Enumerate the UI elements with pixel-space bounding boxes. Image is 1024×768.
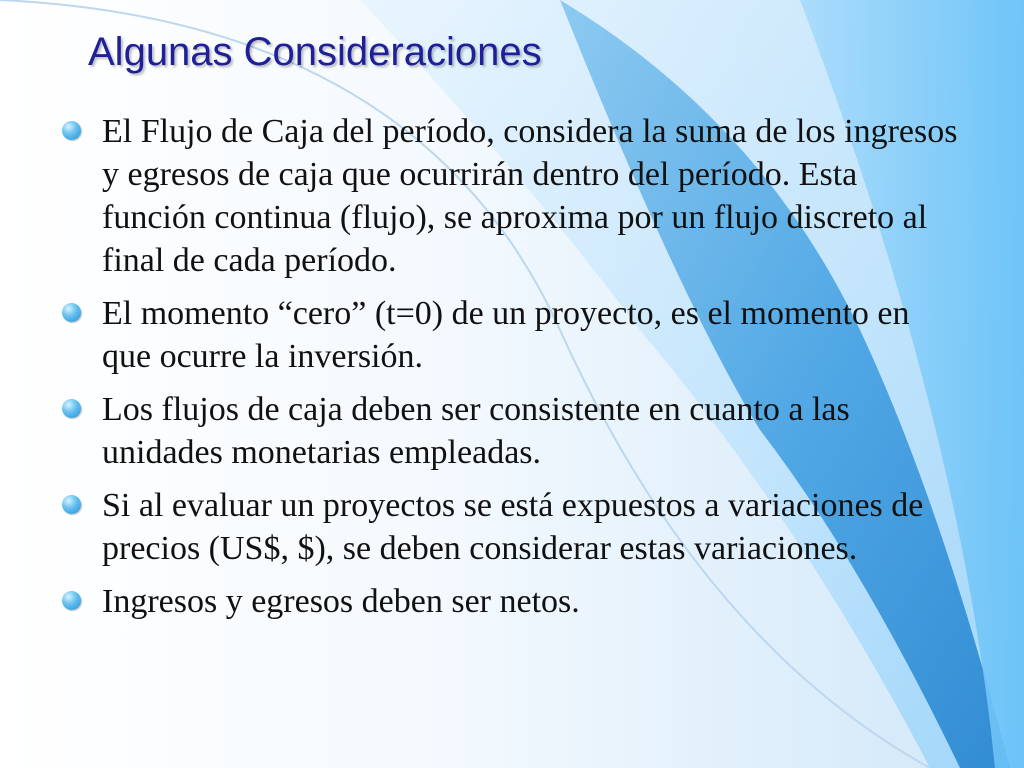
bullet-icon	[62, 591, 81, 610]
bullet-icon	[62, 399, 81, 418]
slide-title: Algunas Consideraciones	[88, 30, 542, 74]
bullet-item	[62, 110, 962, 282]
bullet-text: Ingresos y egresos deben ser netos.	[102, 583, 580, 620]
bullet-icon	[62, 303, 81, 322]
bullet-text: El momento “cero” (t=0) de un proyecto, es el momento en que ocurre la inversión.	[102, 295, 910, 375]
bullet-item	[62, 388, 962, 474]
bullet-text: El Flujo de Caja del período, considera la suma de los ingresos y egresos de caja que ocurrirán dentro del período. Esta función continua (flujo), se aproxima por un flujo discreto al final de cada período.	[102, 113, 958, 279]
bullet-icon	[62, 495, 81, 514]
bullet-list	[62, 110, 962, 633]
bullet-item	[62, 292, 962, 378]
bullet-item	[62, 580, 962, 623]
bullet-item	[62, 484, 962, 570]
bullet-icon	[62, 121, 81, 140]
bullet-text: Si al evaluar un proyectos se está expuestos a variaciones de precios (US$, $), se deben considerar estas variaciones.	[102, 487, 924, 567]
bullet-text: Los flujos de caja deben ser consistente en cuanto a las unidades monetarias empleadas.	[102, 391, 850, 471]
